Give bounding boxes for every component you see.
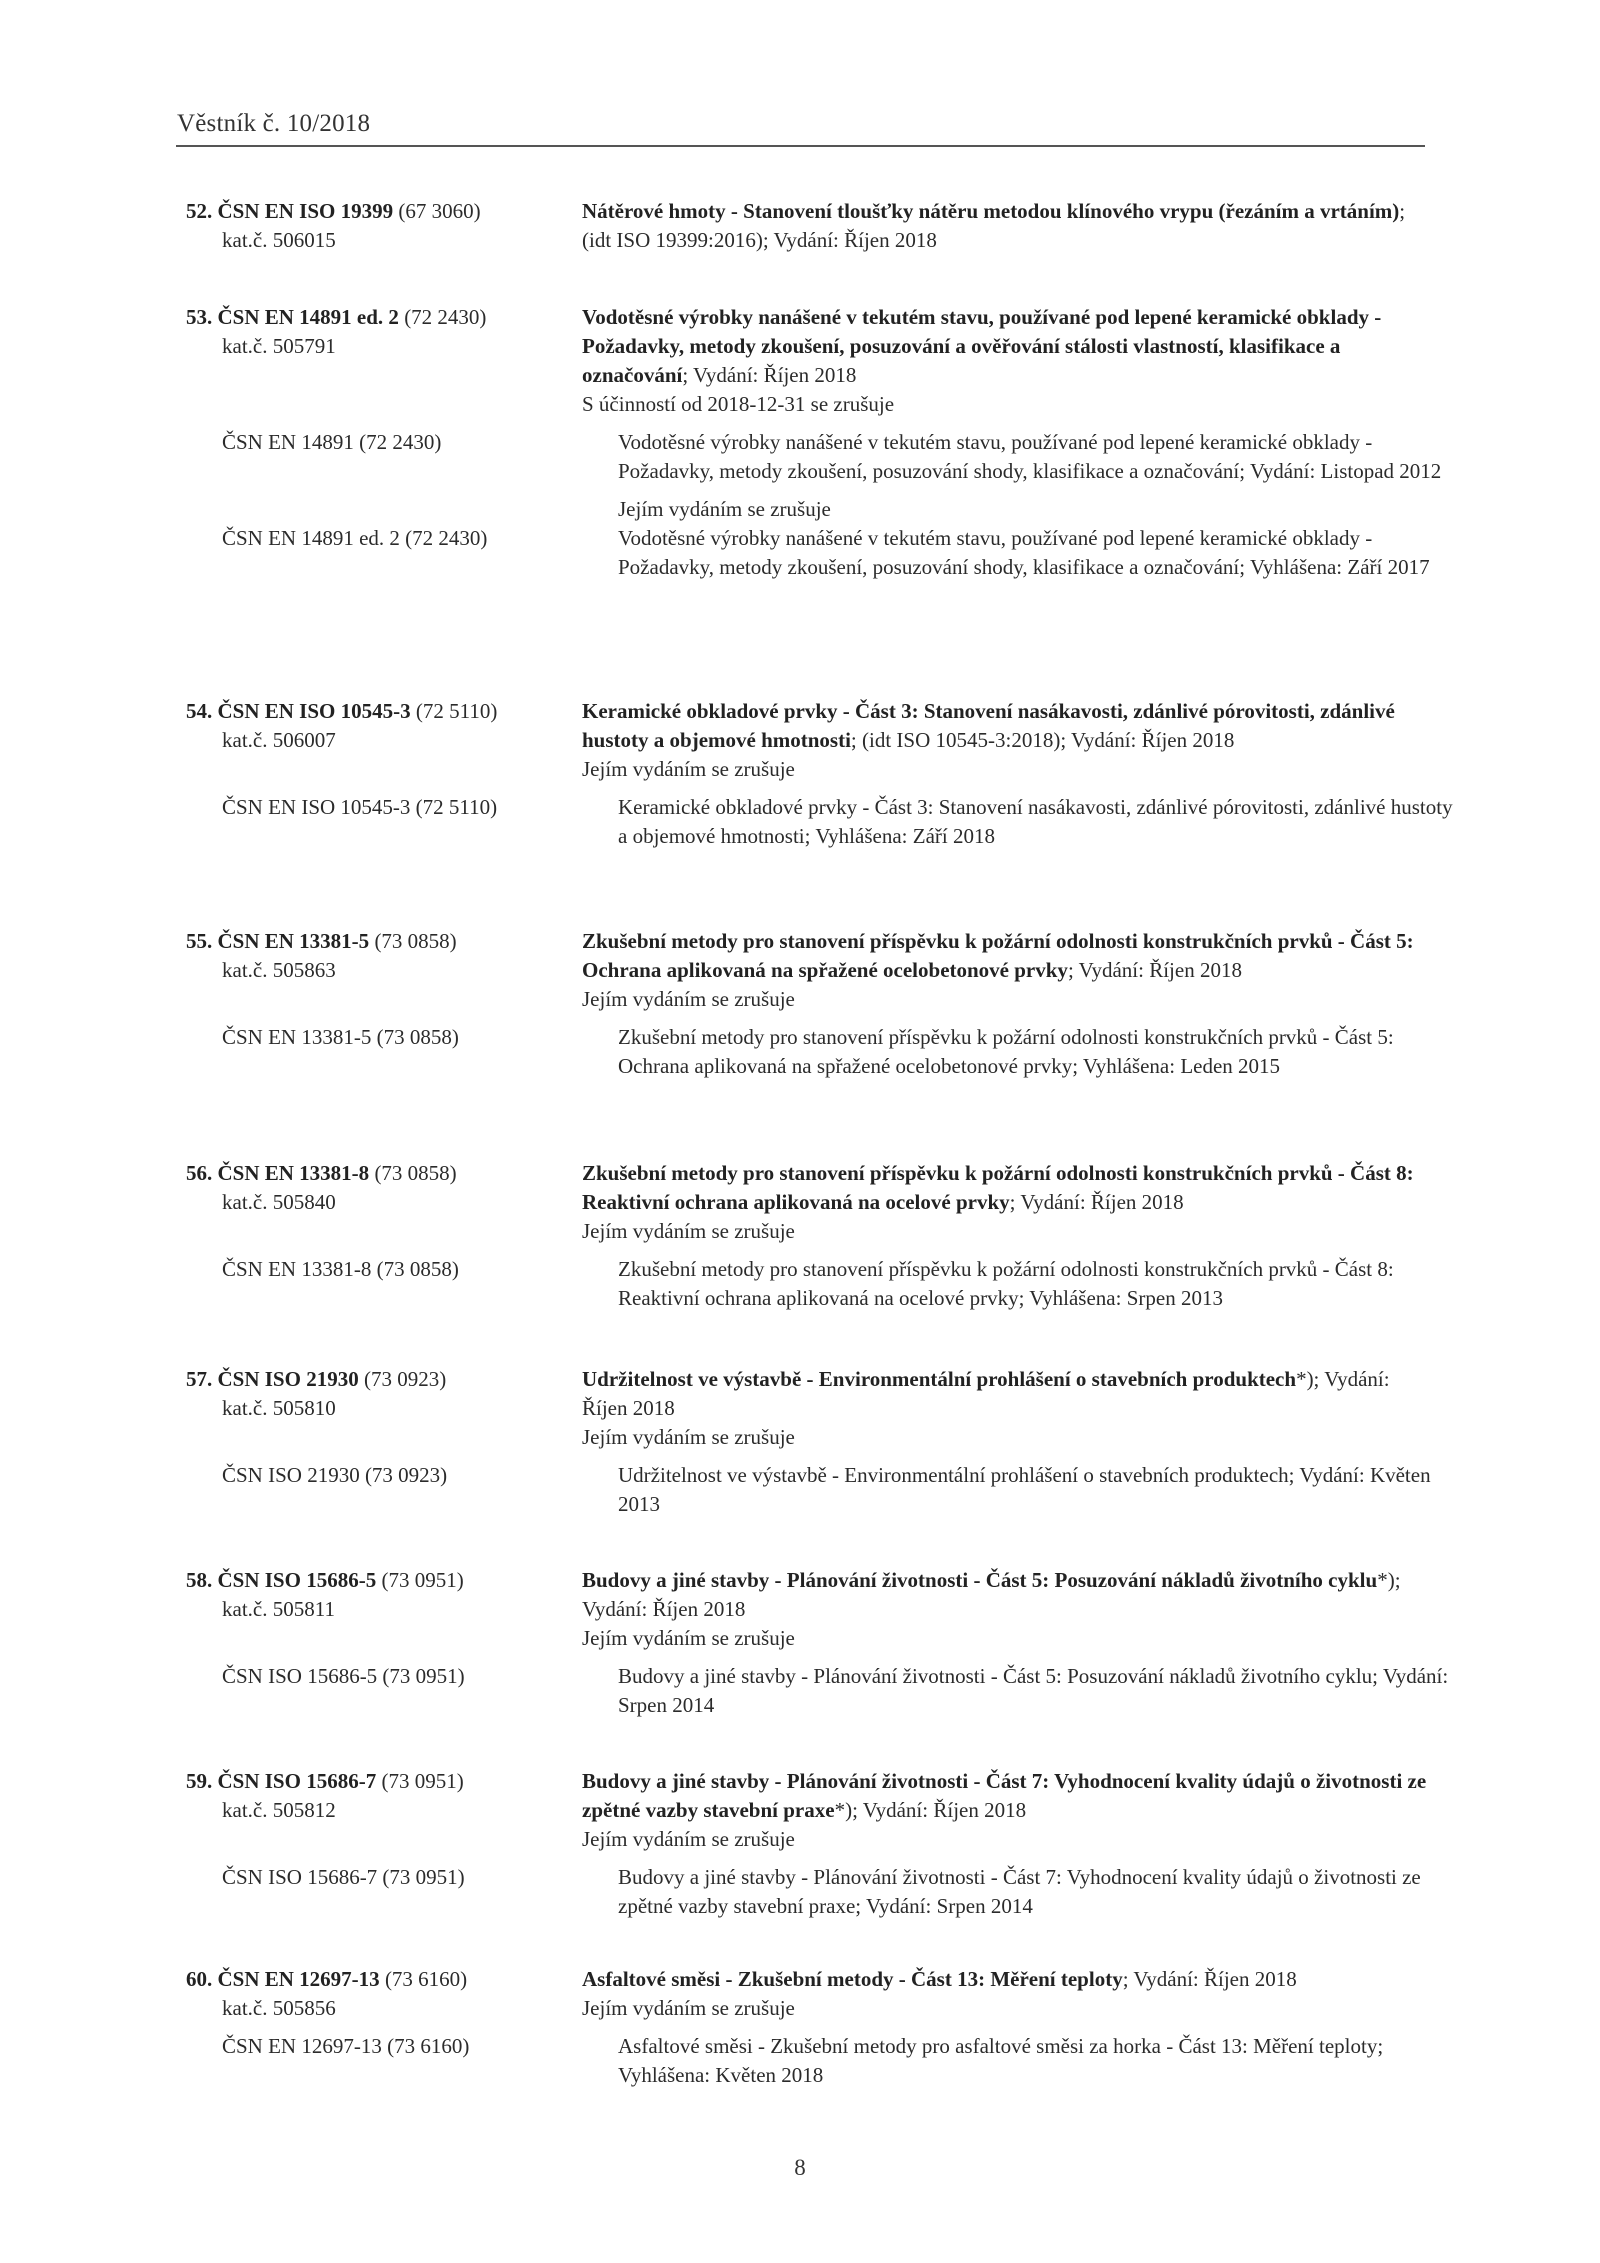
standard-code: ČSN EN ISO 10545-3 [217,699,411,723]
superseded-text: Udržitelnost ve výstavbě - Environmentální prohlášení o stavebních produktech; Vydání: Květen 2013 [618,1463,1431,1516]
withdrawal-note: Jejím vydáním se zrušuje [582,987,795,1011]
standard-title: Zkušební metody pro stanovení příspěvku k požární odolnosti konstrukčních prvků - Část 8: Reaktivní ochrana aplikovaná na ocelové prvky [582,1161,1414,1214]
superseded-code: ČSN EN 14891 (72 2430) [222,430,442,454]
standard-issue-info: ; (idt ISO 19399:2016); Vydání: Říjen 2018 [582,199,1406,252]
catalog-number: kat.č. 505810 [222,1396,336,1420]
superseded-entry [186,1255,1431,1313]
class-code: (73 6160) [384,1967,468,1991]
standard-issue-info: ; Vydání: Říjen 2018 [682,363,857,387]
superseded-text: Keramické obkladové prvky - Část 3: Stanovení nasákavosti, zdánlivé pórovitosti, zdánlivé hustoty a objemové hmotnosti; Vyhlášena: Září 2018 [618,795,1453,848]
class-code: (72 5110) [415,699,498,723]
standard-issue-info: ; Vydání: Říjen 2018 [1009,1190,1184,1214]
standard-entry-58 [186,1566,1449,1720]
standard-entry-56 [186,1159,1431,1313]
withdrawal-note: Jejím vydáním se zrušuje [582,757,795,781]
class-code: (73 0923) [363,1367,447,1391]
standard-title: Budovy a jiné stavby - Plánování životnosti - Část 5: Posuzování nákladů životního cyklu [582,1568,1378,1592]
withdrawal-note: S účinností od 2018-12-31 se zrušuje [582,392,895,416]
class-code: (67 3060) [398,199,481,223]
entry-number: 53. [186,305,213,329]
standard-issue-info: ; (idt ISO 10545-3:2018); Vydání: Říjen 2018 [850,728,1235,752]
entry-number: 56. [186,1161,213,1185]
standard-title: Udržitelnost ve výstavbě - Environmentální prohlášení o stavebních produktech [582,1367,1297,1391]
standard-issue-info: ; Vydání: Říjen 2018 [1122,1967,1297,1991]
superseded-entry [186,1461,1431,1519]
entry-number: 59. [186,1769,213,1793]
withdrawal-note: Jejím vydáním se zrušuje [582,1219,795,1243]
standard-entry-60 [186,1965,1431,2090]
entry-number: 57. [186,1367,213,1391]
superseded-text: Zkušební metody pro stanovení příspěvku k požární odolnosti konstrukčních prvků - Část 5: Ochrana aplikovaná na spřažené ocelobetonové prvky; Vyhlášena: Leden 2015 [618,1025,1394,1078]
standard-entry-53 [186,303,1442,582]
withdrawal-note: Jejím vydáním se zrušuje [582,1996,795,2020]
superseded-text: Budovy a jiné stavby - Plánování životnosti - Část 7: Vyhodnocení kvality údajů o životnosti ze zpětné vazby stavební praxe; Vydání: Srpen 2014 [618,1865,1421,1918]
journal-header-title: Věstník č. 10/2018 [177,110,371,137]
superseded-code: ČSN ISO 21930 (73 0923) [222,1463,448,1487]
superseded-entry [186,793,1453,851]
entry-number: 55. [186,929,213,953]
class-code: (73 0951) [381,1769,464,1793]
standard-code: ČSN EN 13381-8 [217,1161,370,1185]
superseded-code: ČSN EN 13381-5 (73 0858) [222,1025,459,1049]
superseded-code: ČSN EN ISO 10545-3 (72 5110) [222,795,498,819]
withdrawal-note: Jejím vydáním se zrušuje [582,1626,795,1650]
page-number: 8 [794,2155,806,2180]
class-code: (72 2430) [404,305,487,329]
standard-code: ČSN ISO 15686-7 [217,1769,377,1793]
header-rule [176,145,1425,147]
catalog-number: kat.č. 506015 [222,228,336,252]
standard-title: Nátěrové hmoty - Stanovení tloušťky nátěru metodou klínového vrypu (řezáním a vrtáním) [582,199,1400,223]
standard-entry-57 [186,1365,1431,1519]
superseded-text: Vodotěsné výrobky nanášené v tekutém stavu, používané pod lepené keramické obklady - Požadavky, metody zkoušení, posuzování shody, klasifikace a označování; Vyhlášena: Září 2017 [618,526,1430,579]
entry-number: 60. [186,1967,213,1991]
standard-issue-info: *); Vydání: Říjen 2018 [582,1367,1390,1420]
catalog-number: kat.č. 505791 [222,334,336,358]
class-code: (73 0951) [381,1568,464,1592]
cancel-note: Jejím vydáním se zrušuje [618,497,831,521]
superseded-entry [186,428,1442,524]
standard-title: Vodotěsné výrobky nanášené v tekutém stavu, používané pod lepené keramické obklady - Požadavky, metody zkoušení, posuzování a ověřování stálosti vlastností, klasifikace a označování [582,305,1382,387]
standard-issue-info: ; Vydání: Říjen 2018 [1067,958,1242,982]
standard-entry-52 [186,197,1431,255]
standard-title: Zkušební metody pro stanovení příspěvku k požární odolnosti konstrukčních prvků - Část 5: Ochrana aplikovaná na spřažené ocelobetonové prvky [582,929,1414,982]
superseded-entry [186,1662,1449,1720]
entry-number: 54. [186,699,213,723]
superseded-entry [186,1023,1431,1081]
catalog-number: kat.č. 505811 [222,1597,335,1621]
withdrawal-note: Jejím vydáním se zrušuje [582,1425,795,1449]
catalog-number: kat.č. 505812 [222,1798,336,1822]
superseded-text: Budovy a jiné stavby - Plánování životnosti - Část 5: Posuzování nákladů životního cyklu; Vydání: Srpen 2014 [618,1664,1449,1717]
superseded-code: ČSN EN 12697-13 (73 6160) [222,2034,470,2058]
superseded-text: Zkušební metody pro stanovení příspěvku k požární odolnosti konstrukčních prvků - Část 8: Reaktivní ochrana aplikovaná na ocelové prvky; Vyhlášena: Srpen 2013 [618,1257,1394,1310]
standard-issue-info: *); Vydání: Říjen 2018 [582,1568,1401,1621]
entry-number: 52. [186,199,213,223]
standard-entry-55 [186,927,1431,1081]
standard-code: ČSN EN 14891 ed. 2 [217,305,399,329]
standard-code: ČSN ISO 21930 [217,1367,359,1391]
superseded-entry [186,1863,1431,1921]
standard-issue-info: *); Vydání: Říjen 2018 [834,1798,1027,1822]
class-code: (73 0858) [374,1161,457,1185]
standard-entry-59 [186,1767,1431,1921]
withdrawal-note: Jejím vydáním se zrušuje [582,1827,795,1851]
superseded-text: Vodotěsné výrobky nanášené v tekutém stavu, používané pod lepené keramické obklady - Požadavky, metody zkoušení, posuzování shody, klasifikace a označování; Vydání: Listopad 2012 [618,430,1442,483]
standard-title: Asfaltové směsi - Zkušební metody - Část 13: Měření teploty [582,1967,1123,1991]
superseded-entry [186,524,1431,582]
catalog-number: kat.č. 506007 [222,728,336,752]
catalog-number: kat.č. 505863 [222,958,336,982]
catalog-number: kat.č. 505856 [222,1996,336,2020]
superseded-code: ČSN ISO 15686-7 (73 0951) [222,1865,465,1889]
standard-entry-54 [186,697,1453,851]
entry-number: 58. [186,1568,213,1592]
standard-title: Keramické obkladové prvky - Část 3: Stanovení nasákavosti, zdánlivé pórovitosti, zdánlivé hustoty a objemové hmotnosti [582,699,1395,752]
standard-code: ČSN EN 13381-5 [217,929,370,953]
catalog-number: kat.č. 505840 [222,1190,336,1214]
standard-code: ČSN ISO 15686-5 [217,1568,377,1592]
superseded-code: ČSN ISO 15686-5 (73 0951) [222,1664,465,1688]
superseded-entry [186,2032,1431,2090]
standard-code: ČSN EN 12697-13 [217,1967,380,1991]
class-code: (73 0858) [374,929,457,953]
superseded-code: ČSN EN 14891 ed. 2 (72 2430) [222,526,488,550]
superseded-code: ČSN EN 13381-8 (73 0858) [222,1257,459,1281]
standard-title: Budovy a jiné stavby - Plánování životnosti - Část 7: Vyhodnocení kvality údajů o životnosti ze zpětné vazby stavební praxe [582,1769,1427,1822]
standard-code: ČSN EN ISO 19399 [217,199,394,223]
superseded-text: Asfaltové směsi - Zkušební metody pro asfaltové směsi za horka - Část 13: Měření teploty; Vyhlášena: Květen 2018 [618,2034,1384,2087]
